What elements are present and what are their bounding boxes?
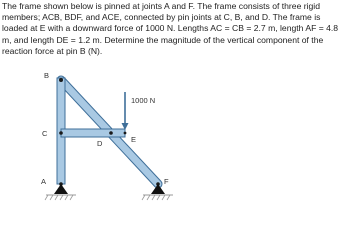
label-f: F <box>164 177 169 186</box>
pin-c <box>59 131 63 135</box>
pin-support-f <box>142 184 173 200</box>
pin-d <box>109 131 113 135</box>
label-b: B <box>44 71 50 80</box>
label-c: C <box>42 129 48 138</box>
pin-e <box>124 132 127 135</box>
pin-b <box>59 78 63 82</box>
member-ce <box>61 129 125 137</box>
label-e: E <box>131 135 137 144</box>
pin-support-a <box>45 184 76 200</box>
label-d: D <box>97 139 103 148</box>
label-a: A <box>41 177 47 186</box>
load-label: 1000 N <box>131 96 156 105</box>
problem-statement: The frame shown below is pinned at joints A and F. The frame consists of three rigid members; ACB, BDF, and ACE, connected by pin joints at C, B, and D. The frame is loaded at E with a downward force of 1000 N. Lengths AC = CB = 2.7 m, length AF = 4.8 m, and length DE = 1.2 m. Determine the magnitude of the vertical component of the reaction force at pin B (N). <box>2 1 339 56</box>
